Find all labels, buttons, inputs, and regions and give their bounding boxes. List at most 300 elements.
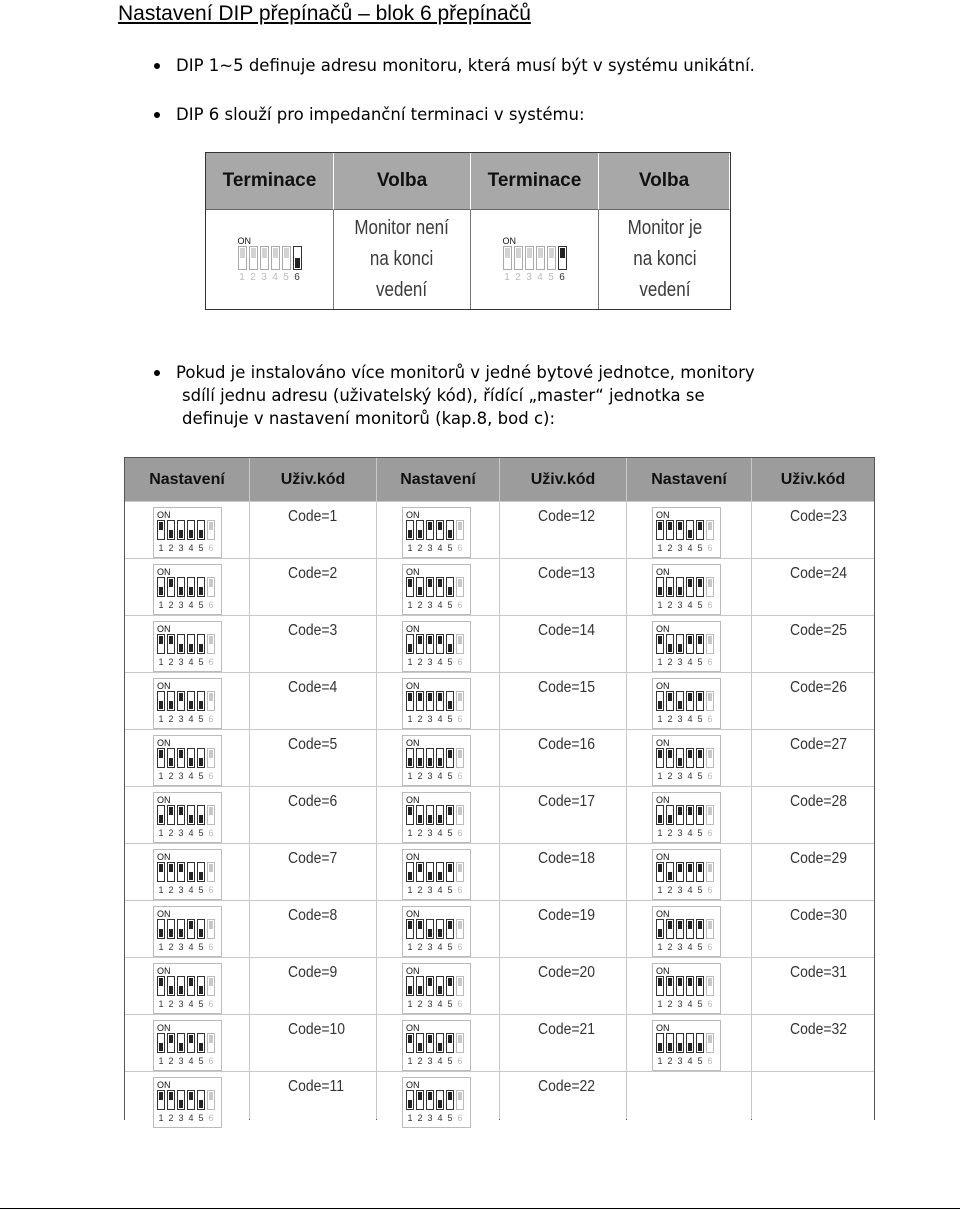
dip-switch-lever (696, 1033, 704, 1053)
dip-switch-lever (426, 1090, 434, 1110)
dip-setting-cell (377, 616, 499, 672)
dip-number: 4 (437, 999, 443, 1009)
user-code-cell (752, 901, 874, 957)
dip-number: 2 (667, 942, 673, 952)
dip-number: 3 (178, 600, 184, 610)
dip-switch-lever (666, 691, 674, 711)
settings-header: Nastavení (377, 458, 499, 501)
user-code-value: Code=18 (538, 850, 596, 867)
dip-switch-lever (157, 976, 165, 996)
dip-switch-icon (157, 1080, 215, 1123)
dip-number: 4 (687, 657, 693, 667)
dip-switch-lever (456, 805, 464, 825)
user-code-value: Code=31 (790, 964, 848, 981)
dip-switch-lever (446, 520, 454, 540)
dip-number: 4 (188, 771, 194, 781)
dip-switch-lever (456, 1090, 464, 1110)
dip-switch-lever (676, 1033, 684, 1053)
dip-number: 6 (707, 657, 713, 667)
user-code-value: Code=22 (538, 1078, 596, 1095)
dip-switch-row (656, 577, 714, 597)
dip-on-label: ON (406, 966, 420, 976)
dip-switch-box (402, 678, 471, 729)
dip-switch-lever (547, 246, 556, 270)
dip-switch-lever (167, 520, 175, 540)
dip-switch-row (238, 246, 302, 270)
dip-setting-cell (627, 844, 751, 900)
dip-switch-lever (167, 862, 175, 882)
dip-switch-box (402, 507, 471, 558)
dip-number: 4 (437, 885, 443, 895)
bullet-text: Pokud je instalováno více monitorů v jedné bytové jednotce, monitory (176, 363, 755, 382)
dip-number: 3 (178, 885, 184, 895)
dip-switch-row (406, 919, 464, 939)
dip-switch-lever (187, 976, 195, 996)
dip-number: 5 (447, 1056, 453, 1066)
dip-switch-lever (666, 520, 674, 540)
dip-switch-lever (436, 976, 444, 996)
dip-number: 3 (677, 885, 683, 895)
dip-switch-row (157, 1090, 215, 1110)
dip-switch-lever (696, 577, 704, 597)
user-code-cell (500, 616, 626, 672)
dip-switch-icon (238, 236, 302, 283)
bullet-dot (154, 63, 160, 69)
dip-switch-lever (416, 805, 424, 825)
page-footer-rule (0, 1208, 960, 1209)
dip-switch-row (157, 805, 215, 825)
dip-number: 3 (178, 771, 184, 781)
dip-on-label: ON (406, 1080, 420, 1090)
dip-number: 1 (158, 714, 164, 724)
dip-number: 6 (707, 600, 713, 610)
dip-number: 5 (548, 272, 554, 283)
dip-setting-cell (377, 559, 499, 615)
dip-number: 6 (208, 714, 214, 724)
dip-switch-lever (197, 577, 205, 597)
dip-switch-lever (656, 976, 664, 996)
dip-switch-box (402, 792, 471, 843)
dip-number: 4 (437, 543, 443, 553)
dip-number-row (406, 600, 464, 610)
dip-number: 4 (437, 828, 443, 838)
bullet-master (176, 361, 755, 430)
dip-number: 6 (208, 543, 214, 553)
dip-number: 3 (677, 543, 683, 553)
user-code-cell (250, 559, 376, 615)
dip-number: 5 (198, 714, 204, 724)
dip-switch-row (656, 634, 714, 654)
dip-number: 2 (417, 1113, 423, 1123)
option-text (627, 213, 702, 306)
dip-on-label: ON (502, 236, 516, 246)
dip-number: 6 (457, 771, 463, 781)
dip-switch-lever (436, 1033, 444, 1053)
bullet-dot (154, 112, 160, 118)
dip-number: 5 (198, 1113, 204, 1123)
dip-number-row (656, 714, 714, 724)
dip-switch-lever (446, 1090, 454, 1110)
dip-number: 2 (168, 1113, 174, 1123)
dip-switch-lever (197, 862, 205, 882)
dip-number: 2 (417, 942, 423, 952)
dip-switch-lever (187, 634, 195, 654)
dip-switch-row (157, 976, 215, 996)
dip-switch-lever (177, 862, 185, 882)
dip-on-label: ON (157, 567, 171, 577)
user-code-value: Code=21 (538, 1021, 596, 1038)
dip-number: 2 (667, 543, 673, 553)
dip-switch-lever (656, 634, 664, 654)
dip-number: 2 (515, 272, 521, 283)
dip-switch-icon (656, 738, 714, 781)
dip-switch-lever (157, 805, 165, 825)
dip-number: 6 (208, 600, 214, 610)
dip-number: 1 (158, 543, 164, 553)
dip-switch-lever (177, 748, 185, 768)
dip-number: 4 (437, 1113, 443, 1123)
dip-number: 5 (198, 1056, 204, 1066)
dip-setting-cell (377, 502, 499, 558)
dip-switch-lever (706, 691, 714, 711)
dip-switch-lever (666, 919, 674, 939)
dip-on-label: ON (157, 1023, 171, 1033)
dip-number: 6 (707, 828, 713, 838)
dip-switch-box (402, 849, 471, 900)
dip-number: 6 (457, 600, 463, 610)
dip-switch-lever (446, 805, 454, 825)
dip-switch-box (402, 1020, 471, 1071)
dip-switch-row (656, 919, 714, 939)
dip-number: 4 (687, 999, 693, 1009)
dip-switch-lever (197, 691, 205, 711)
dip-switch-lever (406, 691, 414, 711)
dip-number: 3 (178, 543, 184, 553)
dip-on-label: ON (406, 738, 420, 748)
dip-number: 6 (457, 543, 463, 553)
dip-switch-lever (207, 691, 215, 711)
dip-switch-lever (686, 919, 694, 939)
dip-switch-lever (446, 634, 454, 654)
dip-number: 4 (437, 942, 443, 952)
dip-switch-lever (456, 691, 464, 711)
dip-number: 1 (407, 885, 413, 895)
dip-switch-lever (207, 1033, 215, 1053)
dip-number: 5 (697, 828, 703, 838)
dip-switch-lever (436, 520, 444, 540)
user-code-value: Code=11 (288, 1078, 344, 1095)
dip-switch-lever (207, 919, 215, 939)
dip-switch-lever (416, 691, 424, 711)
dip-switch-lever (177, 691, 185, 711)
dip-number: 5 (447, 657, 453, 667)
settings-header: Nastavení (627, 458, 751, 501)
bullet-address (176, 54, 755, 77)
dip-switch-box (153, 507, 222, 558)
user-code-cell (250, 844, 376, 900)
dip-on-label: ON (406, 567, 420, 577)
dip-switch-lever (456, 976, 464, 996)
dip-switch-row (157, 691, 215, 711)
dip-switch-box (153, 621, 222, 672)
dip-switch-lever (676, 520, 684, 540)
dip-switch-icon (406, 567, 464, 610)
dip-switch-lever (177, 520, 185, 540)
dip-number: 1 (657, 999, 663, 1009)
dip-on-label: ON (406, 681, 420, 691)
dip-number: 6 (208, 657, 214, 667)
dip-switch-lever (406, 577, 414, 597)
user-code-value: Code=7 (288, 850, 338, 867)
user-code-header: Uživ.kód (250, 458, 376, 501)
dip-switch-lever (686, 634, 694, 654)
dip-number: 2 (168, 600, 174, 610)
dip-switch-lever (696, 976, 704, 996)
dip-switch-lever (157, 1090, 165, 1110)
dip-switch-lever (676, 634, 684, 654)
dip-number: 3 (178, 657, 184, 667)
dip-switch-lever (406, 1033, 414, 1053)
dip-switch-icon (656, 795, 714, 838)
dip-number: 5 (447, 600, 453, 610)
dip-switch-lever (177, 577, 185, 597)
dip-switch-row (157, 520, 215, 540)
dip-on-label: ON (157, 852, 171, 862)
user-code-cell (752, 502, 874, 558)
user-code-cell (752, 844, 874, 900)
dip-number-row (157, 942, 215, 952)
dip-setting-cell (377, 787, 499, 843)
dip-switch-lever (436, 1090, 444, 1110)
dip-switch-lever (446, 919, 454, 939)
dip-switch-box (153, 1020, 222, 1071)
dip-switch-lever (282, 246, 291, 270)
dip-number-row (406, 771, 464, 781)
dip-switch-lever (426, 976, 434, 996)
dip-number: 1 (158, 942, 164, 952)
bullet-dot (154, 370, 160, 376)
user-code-value: Code=26 (790, 679, 848, 696)
dip-on-label: ON (656, 852, 670, 862)
dip-number-row (157, 543, 215, 553)
dip-number: 3 (427, 771, 433, 781)
dip-number: 5 (697, 942, 703, 952)
dip-number: 6 (707, 714, 713, 724)
dip-number: 5 (697, 885, 703, 895)
dip-number-row (656, 600, 714, 610)
dip-number: 3 (677, 714, 683, 724)
dip-number: 1 (158, 999, 164, 1009)
dip-on-label: ON (157, 624, 171, 634)
dip-switch-lever (446, 691, 454, 711)
dip-switch-lever (249, 246, 258, 270)
dip-switch-lever (187, 1090, 195, 1110)
dip-number: 2 (168, 828, 174, 838)
dip-on-label: ON (656, 1023, 670, 1033)
dip-switch-lever (706, 748, 714, 768)
dip-number: 6 (457, 885, 463, 895)
user-code-cell (250, 958, 376, 1014)
user-code-value: Code=5 (288, 736, 338, 753)
dip-switch-lever (446, 577, 454, 597)
dip-number: 6 (208, 828, 214, 838)
dip-switch-lever (456, 577, 464, 597)
dip-switch-box (652, 678, 721, 729)
dip-switch-lever (187, 691, 195, 711)
user-code-value: Code=2 (288, 565, 338, 582)
dip-switch-lever (656, 520, 664, 540)
dip-number: 4 (437, 600, 443, 610)
dip-number: 5 (697, 543, 703, 553)
option-text (355, 213, 449, 306)
dip-number: 4 (188, 600, 194, 610)
dip-switch-lever (187, 1033, 195, 1053)
dip-switch-box (153, 963, 222, 1014)
dip-switch-lever (167, 1033, 175, 1053)
dip-number: 5 (447, 828, 453, 838)
user-code-cell (752, 787, 874, 843)
dip-switch-lever (686, 520, 694, 540)
dip-setting-cell (125, 844, 249, 900)
dip-switch-row (656, 520, 714, 540)
dip-switch-icon (157, 852, 215, 895)
dip-switch-lever (426, 634, 434, 654)
dip-number: 4 (188, 543, 194, 553)
dip-on-label: ON (656, 795, 670, 805)
dip-switch-lever (696, 862, 704, 882)
user-code-cell (500, 502, 626, 558)
dip-number: 4 (687, 543, 693, 553)
dip-number: 6 (457, 1113, 463, 1123)
dip-number: 6 (457, 714, 463, 724)
dip-number: 3 (526, 272, 532, 283)
dip-on-label: ON (157, 1080, 171, 1090)
dip-number: 4 (188, 1056, 194, 1066)
dip-setting-cell (125, 502, 249, 558)
dip-switch-row (656, 748, 714, 768)
dip-switch-box (402, 906, 471, 957)
dip-switch-lever (167, 691, 175, 711)
dip-number-row (157, 1113, 215, 1123)
option-line: vedení (638, 279, 691, 301)
dip-switch-lever (167, 634, 175, 654)
dip-number-row (656, 657, 714, 667)
dip-switch-lever (416, 577, 424, 597)
user-code-value: Code=30 (790, 907, 848, 924)
dip-switch-icon (406, 1080, 464, 1123)
dip-switch-lever (406, 1090, 414, 1110)
dip-number: 4 (687, 771, 693, 781)
dip-switch-lever (706, 862, 714, 882)
dip-switch-lever (676, 976, 684, 996)
dip-number: 2 (417, 1056, 423, 1066)
user-code-cell (250, 616, 376, 672)
user-code-value: Code=27 (790, 736, 848, 753)
dip-number-row (656, 1056, 714, 1066)
user-code-cell (500, 787, 626, 843)
dip-switch-lever (167, 805, 175, 825)
dip-switch-icon (656, 909, 714, 952)
dip-number: 2 (667, 828, 673, 838)
dip-switch-lever (187, 520, 195, 540)
dip-switch-lever (177, 805, 185, 825)
dip-switch-lever (456, 1033, 464, 1053)
dip-switch-lever (686, 691, 694, 711)
dip-number: 2 (168, 771, 174, 781)
dip-number: 6 (208, 942, 214, 952)
dip-switch-icon (406, 909, 464, 952)
dip-number-row (157, 828, 215, 838)
dip-switch-row (406, 1090, 464, 1110)
user-code-cell (250, 730, 376, 786)
bullet-text: DIP 1~5 definuje adresu monitoru, která musí být v systému unikátní. (176, 56, 755, 75)
option-line: vedení (376, 279, 428, 301)
dip-number: 2 (417, 828, 423, 838)
dip-number: 5 (198, 885, 204, 895)
dip-number: 6 (294, 272, 300, 283)
dip-on-label: ON (157, 909, 171, 919)
dip-number: 1 (407, 771, 413, 781)
dip-number: 3 (677, 771, 683, 781)
dip-switch-row (406, 805, 464, 825)
dip-switch-lever (177, 919, 185, 939)
user-code-value: Code=3 (288, 622, 338, 639)
dip-switch-lever (207, 1090, 215, 1110)
dip-number: 5 (198, 999, 204, 1009)
dip-switch-lever (436, 805, 444, 825)
dip-switch-lever (676, 691, 684, 711)
dip-setting-cell (125, 730, 249, 786)
dip-switch-row (157, 862, 215, 882)
dip-number-row (157, 1056, 215, 1066)
dip-switch-lever (666, 748, 674, 768)
dip-number: 6 (208, 1056, 214, 1066)
dip-number: 6 (707, 1056, 713, 1066)
dip-number: 1 (407, 942, 413, 952)
dip-switch-lever (157, 1033, 165, 1053)
dip-switch-lever (157, 862, 165, 882)
dip-switch-row (656, 862, 714, 882)
bullet-text: sdílí jednu adresu (uživatelský kód), řídící „master“ jednotka se (182, 386, 705, 405)
user-code-cell (752, 730, 874, 786)
dip-switch-lever (187, 919, 195, 939)
dip-switch-row (406, 634, 464, 654)
option-header: Volba (334, 153, 471, 210)
dip-switch-icon (656, 681, 714, 724)
dip-switch-lever (558, 246, 567, 270)
dip-number: 3 (178, 1056, 184, 1066)
dip-number: 4 (437, 1056, 443, 1066)
dip-number: 3 (178, 828, 184, 838)
dip-switch-row (406, 577, 464, 597)
dip-number: 1 (657, 885, 663, 895)
dip-switch-lever (187, 748, 195, 768)
dip-number: 4 (437, 714, 443, 724)
dip-setting-cell (627, 673, 751, 729)
dip-number: 4 (537, 272, 543, 283)
dip-on-label: ON (656, 681, 670, 691)
dip-setting-cell (627, 1015, 751, 1071)
dip-number: 5 (198, 600, 204, 610)
dip-switch-lever (406, 634, 414, 654)
user-code-value: Code=16 (538, 736, 596, 753)
dip-number: 6 (457, 999, 463, 1009)
dip-on-label: ON (656, 624, 670, 634)
user-code-value: Code=15 (538, 679, 596, 696)
dip-number: 1 (158, 657, 164, 667)
dip-switch-lever (416, 862, 424, 882)
dip-number: 4 (188, 942, 194, 952)
